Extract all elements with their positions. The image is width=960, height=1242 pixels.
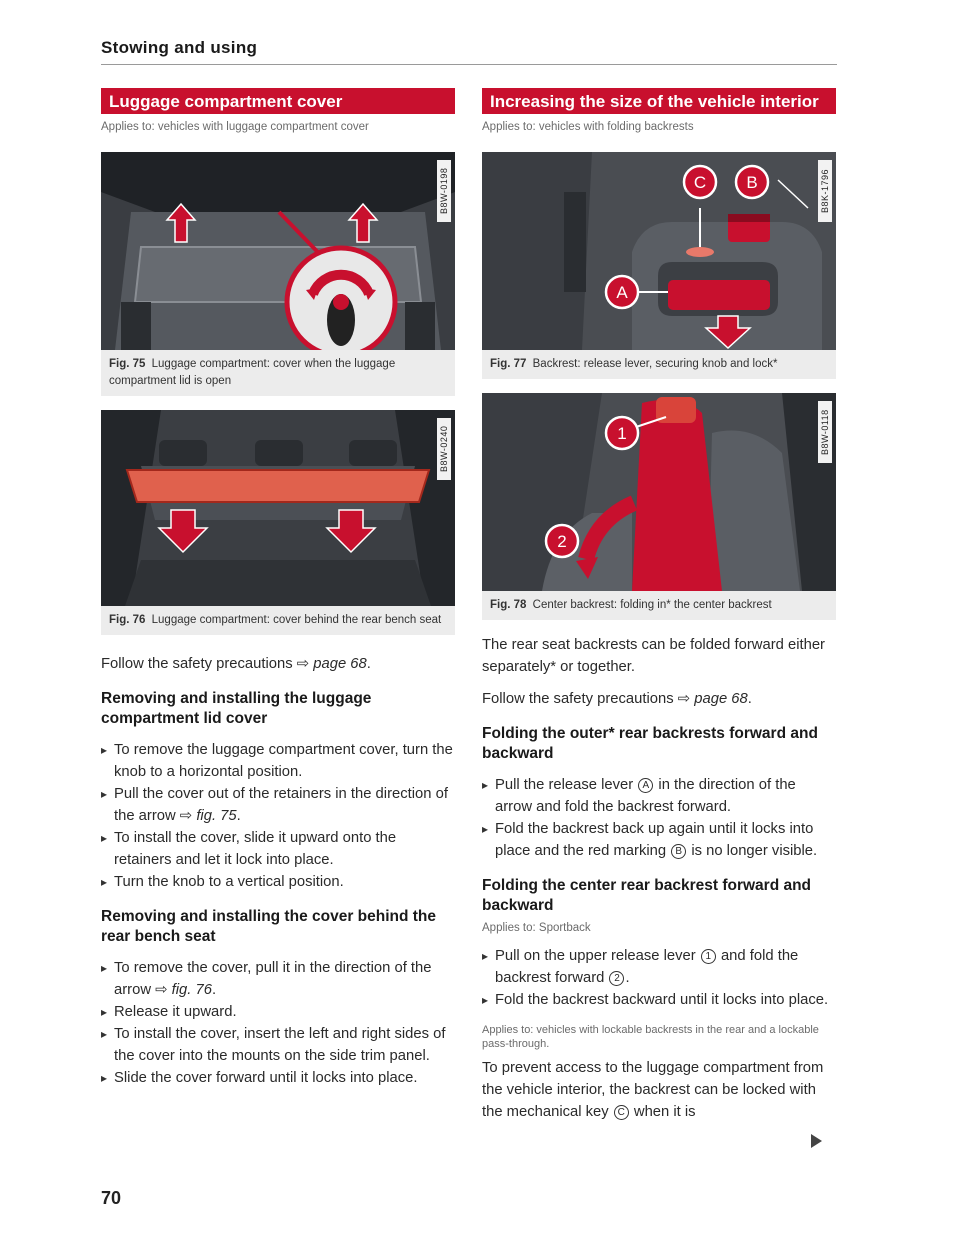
callout-a: A — [638, 778, 653, 793]
figure-76-code: B8W-0240 — [437, 418, 451, 480]
callout-c: C — [614, 1105, 629, 1120]
safety-note-text: Follow the safety precautions ⇨ — [101, 656, 314, 672]
figure-77-caption-text: Backrest: release lever, securing knob and lock* — [532, 358, 778, 370]
list-item-text: Pull the cover out of the retainers in the direction of the arrow ⇨ — [114, 786, 448, 824]
figure-76 — [101, 410, 455, 635]
figure-76-label: Fig. 76 — [109, 614, 146, 626]
bench-cover-steps — [101, 957, 455, 1089]
figure-77-code: B8K-1796 — [818, 160, 832, 222]
figure-75-caption-text: Luggage compartment: cover when the luggage compartment lid is open — [109, 358, 396, 387]
lock-paragraph-text: To prevent access to the luggage compartment from the vehicle interior, the backrest can be locked with the mechanical key — [482, 1060, 824, 1120]
marker-b: B — [746, 173, 758, 192]
figure-78-code: B8W-0118 — [818, 401, 832, 463]
subheading-remove-lid-cover: Removing and installing the luggage compartment lid cover — [101, 690, 372, 727]
list-item-text: Pull on the upper release lever — [495, 948, 700, 964]
figure-76-caption — [101, 606, 455, 635]
lock-paragraph — [482, 1057, 836, 1123]
lock-paragraph-text: when it is — [629, 1104, 696, 1120]
backrest-release-lever-drawing — [482, 152, 836, 350]
list-item: ▸ Pull the cover out of the retainers in the direction of the arrow ⇨ fig. 75. — [101, 783, 455, 827]
center-backrest-steps — [482, 945, 836, 1011]
figure-78-illustration — [482, 393, 836, 591]
figure-77 — [482, 152, 836, 379]
list-item-text: Pull the release lever — [495, 777, 638, 793]
figure-75-label: Fig. 75 — [109, 358, 146, 370]
figure-78 — [482, 393, 836, 620]
list-item: ▸ Turn the knob to a vertical position. — [101, 871, 455, 893]
figure-76-illustration — [101, 410, 455, 606]
marker-a: A — [616, 283, 628, 302]
figure-76-caption-text: Luggage compartment: cover behind the rear bench seat — [151, 614, 442, 626]
lockable-backrest-note: Applies to: vehicles with lockable backrests in the rear and a lockable pass-through. — [482, 1024, 819, 1050]
figure-77-illustration — [482, 152, 836, 350]
callout-b: B — [671, 844, 686, 859]
list-item: ▸ Fold the backrest backward until it locks into place. — [482, 989, 836, 1011]
list-item — [482, 945, 836, 989]
list-item-text: Fold the backrest back up again until it locks into place and the red marking — [495, 821, 814, 859]
list-item-text: . — [625, 970, 630, 986]
figure-77-label: Fig. 77 — [490, 358, 527, 370]
callout-1: 1 — [701, 949, 716, 964]
marker-1: 1 — [617, 424, 627, 443]
fig-76-link[interactable]: fig. 76 — [171, 982, 212, 998]
marker-c: C — [693, 173, 707, 192]
list-item: ▸ To install the cover, insert the left and right sides of the cover into the mounts on the side trim panel. — [101, 1023, 455, 1067]
figure-75-illustration — [101, 152, 455, 350]
page-68-link[interactable]: page 68 — [694, 691, 748, 707]
figure-75-caption — [101, 350, 455, 396]
list-item-text: in the direction of the arrow and fold the backrest forward. — [495, 777, 796, 815]
intro-paragraph: The rear seat backrests can be folded forward either separately* or together. — [482, 637, 825, 675]
fig-75-link[interactable]: fig. 75 — [196, 808, 237, 824]
section-title-luggage-cover: Luggage compartment cover — [101, 88, 455, 114]
header-rule — [101, 64, 837, 65]
figure-75 — [101, 152, 455, 396]
applies-to-sportback: Applies to: Sportback — [482, 922, 591, 934]
right-column — [482, 88, 836, 1123]
continue-arrow-icon — [811, 1134, 822, 1148]
applies-to-note: Applies to: vehicles with luggage compartment cover — [101, 121, 369, 133]
callout-2: 2 — [609, 971, 624, 986]
applies-to-note: Applies to: vehicles with folding backrests — [482, 121, 694, 133]
subheading-outer-backrests: Folding the outer* rear backrests forward and backward — [482, 725, 818, 762]
figure-78-label: Fig. 78 — [490, 599, 527, 611]
subheading-remove-bench-cover: Removing and installing the cover behind the rear bench seat — [101, 908, 437, 945]
page-number: 70 — [101, 1188, 122, 1208]
left-column — [101, 88, 455, 1089]
luggage-cover-lid-drawing — [101, 152, 455, 350]
safety-note: Follow the safety precautions ⇨ page 68. — [482, 691, 752, 707]
subheading-center-backrest: Folding the center rear backrest forward and backward — [482, 877, 812, 914]
lid-cover-steps — [101, 739, 455, 893]
running-header: Stowing and using — [101, 38, 258, 57]
list-item-text: To remove the cover, pull it in the direction of the arrow ⇨ — [114, 960, 432, 998]
section-title-increase-interior: Increasing the size of the vehicle interior — [482, 88, 836, 114]
safety-note-text: Follow the safety precautions ⇨ — [482, 691, 695, 707]
list-item-text: and fold the backrest forward — [495, 948, 799, 986]
list-item: ▸ To remove the luggage compartment cover, turn the knob to a horizontal position. — [101, 739, 455, 783]
page-68-link[interactable]: page 68 — [313, 656, 367, 672]
safety-note: Follow the safety precautions ⇨ page 68. — [101, 656, 371, 672]
list-item-text: is no longer visible. — [687, 843, 818, 859]
list-item: ▸ To install the cover, slide it upward onto the retainers and let it lock into place. — [101, 827, 455, 871]
list-item: ▸ Slide the cover forward until it locks into place. — [101, 1067, 455, 1089]
outer-backrest-steps — [482, 774, 836, 862]
figure-77-caption — [482, 350, 836, 379]
list-item — [482, 774, 836, 818]
list-item: ▸ To remove the cover, pull it in the direction of the arrow ⇨ fig. 76. — [101, 957, 455, 1001]
list-item: ▸ Release it upward. — [101, 1001, 455, 1023]
list-item — [482, 818, 836, 862]
center-backrest-drawing — [482, 393, 836, 591]
marker-2: 2 — [557, 532, 567, 551]
figure-75-code: B8W-0198 — [437, 160, 451, 222]
figure-78-caption — [482, 591, 836, 620]
figure-78-caption-text: Center backrest: folding in* the center backrest — [532, 599, 772, 611]
cover-behind-bench-drawing — [101, 410, 455, 606]
